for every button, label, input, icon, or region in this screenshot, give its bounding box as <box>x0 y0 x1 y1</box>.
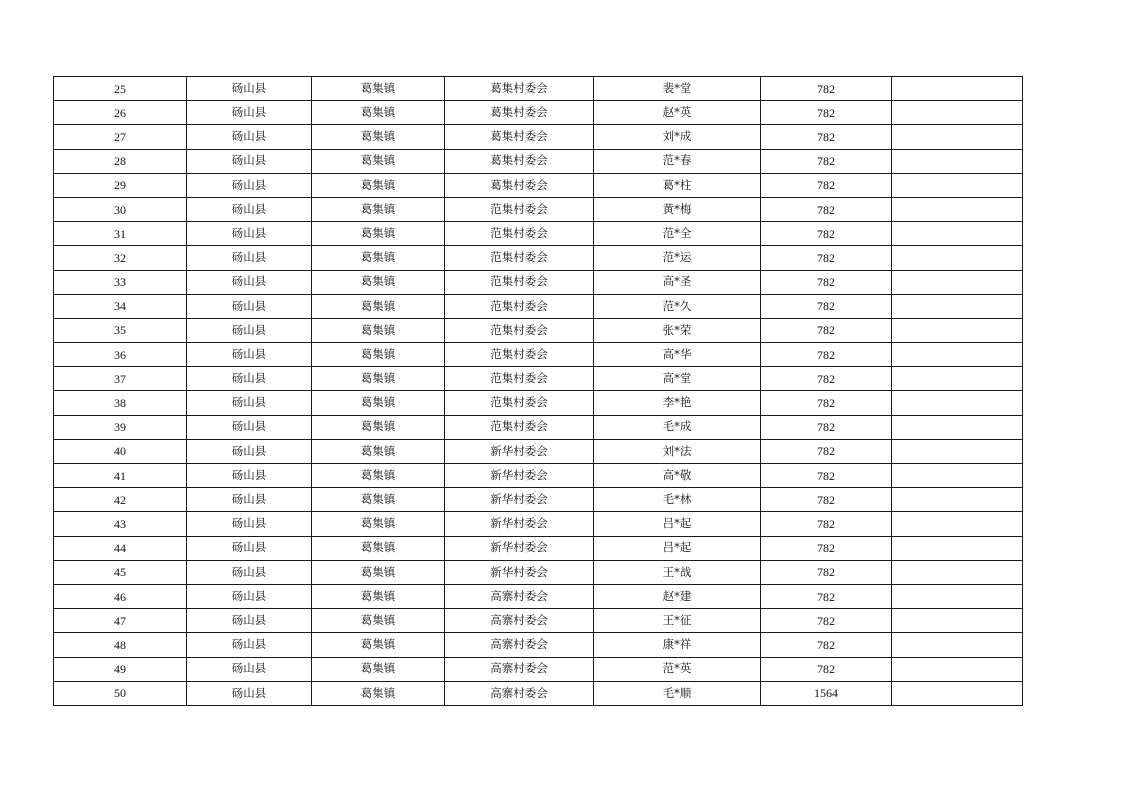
cell-remark <box>892 512 1023 536</box>
cell-amount: 782 <box>761 101 892 125</box>
cell-amount: 782 <box>761 270 892 294</box>
cell-town: 葛集镇 <box>312 609 445 633</box>
cell-serial-number: 48 <box>54 633 187 657</box>
cell-serial-number: 29 <box>54 173 187 197</box>
cell-serial-number: 25 <box>54 77 187 101</box>
cell-village-committee: 范集村委会 <box>445 294 594 318</box>
cell-serial-number: 46 <box>54 584 187 608</box>
cell-recipient-name: 范*全 <box>594 222 761 246</box>
cell-remark <box>892 149 1023 173</box>
table-row <box>54 77 1023 101</box>
cell-town: 葛集镇 <box>312 294 445 318</box>
table-row <box>54 415 1023 439</box>
cell-town: 葛集镇 <box>312 391 445 415</box>
cell-remark <box>892 294 1023 318</box>
cell-village-committee: 范集村委会 <box>445 343 594 367</box>
cell-amount: 782 <box>761 415 892 439</box>
cell-village-committee: 新华村委会 <box>445 560 594 584</box>
cell-serial-number: 36 <box>54 343 187 367</box>
cell-town: 葛集镇 <box>312 173 445 197</box>
cell-recipient-name: 毛*顺 <box>594 681 761 705</box>
cell-town: 葛集镇 <box>312 125 445 149</box>
cell-village-committee: 范集村委会 <box>445 246 594 270</box>
cell-serial-number: 34 <box>54 294 187 318</box>
cell-village-committee: 高寨村委会 <box>445 657 594 681</box>
cell-county: 砀山县 <box>187 318 312 342</box>
cell-recipient-name: 刘*成 <box>594 125 761 149</box>
cell-recipient-name: 毛*成 <box>594 415 761 439</box>
cell-amount: 782 <box>761 391 892 415</box>
table-row <box>54 584 1023 608</box>
table-row <box>54 343 1023 367</box>
table-row <box>54 173 1023 197</box>
cell-village-committee: 新华村委会 <box>445 464 594 488</box>
cell-serial-number: 37 <box>54 367 187 391</box>
cell-amount: 782 <box>761 657 892 681</box>
cell-amount: 782 <box>761 584 892 608</box>
table-row <box>54 294 1023 318</box>
cell-village-committee: 葛集村委会 <box>445 77 594 101</box>
cell-serial-number: 32 <box>54 246 187 270</box>
table-row <box>54 101 1023 125</box>
cell-county: 砀山县 <box>187 173 312 197</box>
cell-county: 砀山县 <box>187 560 312 584</box>
cell-recipient-name: 高*敬 <box>594 464 761 488</box>
cell-town: 葛集镇 <box>312 536 445 560</box>
cell-town: 葛集镇 <box>312 318 445 342</box>
cell-county: 砀山县 <box>187 222 312 246</box>
cell-serial-number: 35 <box>54 318 187 342</box>
cell-recipient-name: 范*英 <box>594 657 761 681</box>
cell-amount: 782 <box>761 536 892 560</box>
cell-amount: 782 <box>761 125 892 149</box>
cell-serial-number: 31 <box>54 222 187 246</box>
cell-remark <box>892 318 1023 342</box>
table-row <box>54 125 1023 149</box>
cell-county: 砀山县 <box>187 488 312 512</box>
cell-recipient-name: 吕*起 <box>594 512 761 536</box>
table-row <box>54 246 1023 270</box>
cell-amount: 782 <box>761 367 892 391</box>
cell-village-committee: 范集村委会 <box>445 415 594 439</box>
cell-remark <box>892 197 1023 221</box>
cell-remark <box>892 270 1023 294</box>
table-row <box>54 560 1023 584</box>
cell-remark <box>892 560 1023 584</box>
cell-amount: 782 <box>761 488 892 512</box>
cell-county: 砀山县 <box>187 125 312 149</box>
cell-serial-number: 30 <box>54 197 187 221</box>
cell-village-committee: 高寨村委会 <box>445 633 594 657</box>
cell-remark <box>892 415 1023 439</box>
table-row <box>54 222 1023 246</box>
cell-village-committee: 高寨村委会 <box>445 681 594 705</box>
cell-remark <box>892 488 1023 512</box>
cell-amount: 782 <box>761 173 892 197</box>
table-row <box>54 657 1023 681</box>
cell-town: 葛集镇 <box>312 246 445 270</box>
cell-recipient-name: 李*艳 <box>594 391 761 415</box>
cell-county: 砀山县 <box>187 657 312 681</box>
cell-remark <box>892 657 1023 681</box>
cell-serial-number: 47 <box>54 609 187 633</box>
cell-county: 砀山县 <box>187 584 312 608</box>
cell-serial-number: 41 <box>54 464 187 488</box>
cell-county: 砀山县 <box>187 681 312 705</box>
cell-recipient-name: 张*荣 <box>594 318 761 342</box>
cell-recipient-name: 范*运 <box>594 246 761 270</box>
table-row <box>54 391 1023 415</box>
cell-recipient-name: 范*久 <box>594 294 761 318</box>
cell-town: 葛集镇 <box>312 488 445 512</box>
table-row <box>54 633 1023 657</box>
cell-county: 砀山县 <box>187 512 312 536</box>
cell-recipient-name: 高*华 <box>594 343 761 367</box>
cell-serial-number: 42 <box>54 488 187 512</box>
cell-recipient-name: 黄*梅 <box>594 197 761 221</box>
cell-remark <box>892 439 1023 463</box>
cell-town: 葛集镇 <box>312 657 445 681</box>
cell-town: 葛集镇 <box>312 512 445 536</box>
table-row <box>54 439 1023 463</box>
cell-serial-number: 39 <box>54 415 187 439</box>
table-row <box>54 464 1023 488</box>
cell-amount: 782 <box>761 294 892 318</box>
cell-amount: 782 <box>761 464 892 488</box>
cell-village-committee: 新华村委会 <box>445 488 594 512</box>
recipient-table <box>53 76 1023 706</box>
cell-county: 砀山县 <box>187 77 312 101</box>
cell-town: 葛集镇 <box>312 149 445 173</box>
cell-recipient-name: 高*圣 <box>594 270 761 294</box>
cell-town: 葛集镇 <box>312 681 445 705</box>
cell-recipient-name: 范*春 <box>594 149 761 173</box>
cell-serial-number: 45 <box>54 560 187 584</box>
cell-village-committee: 葛集村委会 <box>445 149 594 173</box>
table-row <box>54 609 1023 633</box>
cell-village-committee: 葛集村委会 <box>445 101 594 125</box>
cell-remark <box>892 246 1023 270</box>
table-row <box>54 197 1023 221</box>
cell-amount: 782 <box>761 77 892 101</box>
table-row <box>54 367 1023 391</box>
cell-remark <box>892 609 1023 633</box>
cell-village-committee: 范集村委会 <box>445 197 594 221</box>
cell-village-committee: 新华村委会 <box>445 536 594 560</box>
cell-county: 砀山县 <box>187 609 312 633</box>
cell-town: 葛集镇 <box>312 560 445 584</box>
cell-county: 砀山县 <box>187 343 312 367</box>
cell-county: 砀山县 <box>187 294 312 318</box>
cell-county: 砀山县 <box>187 367 312 391</box>
cell-county: 砀山县 <box>187 415 312 439</box>
cell-remark <box>892 125 1023 149</box>
table-row <box>54 681 1023 705</box>
cell-village-committee: 高寨村委会 <box>445 609 594 633</box>
cell-village-committee: 范集村委会 <box>445 270 594 294</box>
cell-county: 砀山县 <box>187 246 312 270</box>
cell-county: 砀山县 <box>187 197 312 221</box>
cell-county: 砀山县 <box>187 391 312 415</box>
cell-town: 葛集镇 <box>312 633 445 657</box>
cell-town: 葛集镇 <box>312 439 445 463</box>
cell-amount: 782 <box>761 560 892 584</box>
cell-amount: 782 <box>761 609 892 633</box>
cell-serial-number: 43 <box>54 512 187 536</box>
cell-serial-number: 38 <box>54 391 187 415</box>
cell-town: 葛集镇 <box>312 222 445 246</box>
cell-amount: 782 <box>761 246 892 270</box>
cell-village-committee: 范集村委会 <box>445 367 594 391</box>
cell-recipient-name: 刘*法 <box>594 439 761 463</box>
cell-recipient-name: 王*征 <box>594 609 761 633</box>
cell-remark <box>892 391 1023 415</box>
cell-county: 砀山县 <box>187 101 312 125</box>
cell-remark <box>892 101 1023 125</box>
table-row <box>54 512 1023 536</box>
cell-remark <box>892 633 1023 657</box>
cell-village-committee: 高寨村委会 <box>445 584 594 608</box>
cell-county: 砀山县 <box>187 536 312 560</box>
cell-recipient-name: 毛*林 <box>594 488 761 512</box>
cell-amount: 782 <box>761 633 892 657</box>
cell-remark <box>892 222 1023 246</box>
cell-town: 葛集镇 <box>312 464 445 488</box>
cell-amount: 1564 <box>761 681 892 705</box>
cell-remark <box>892 173 1023 197</box>
cell-remark <box>892 536 1023 560</box>
cell-serial-number: 49 <box>54 657 187 681</box>
cell-recipient-name: 赵*建 <box>594 584 761 608</box>
cell-village-committee: 范集村委会 <box>445 391 594 415</box>
cell-serial-number: 33 <box>54 270 187 294</box>
table-row <box>54 536 1023 560</box>
cell-county: 砀山县 <box>187 633 312 657</box>
cell-town: 葛集镇 <box>312 415 445 439</box>
cell-town: 葛集镇 <box>312 77 445 101</box>
cell-county: 砀山县 <box>187 149 312 173</box>
cell-serial-number: 28 <box>54 149 187 173</box>
cell-village-committee: 葛集村委会 <box>445 125 594 149</box>
table-row <box>54 149 1023 173</box>
cell-county: 砀山县 <box>187 439 312 463</box>
cell-county: 砀山县 <box>187 270 312 294</box>
cell-recipient-name: 康*祥 <box>594 633 761 657</box>
cell-amount: 782 <box>761 197 892 221</box>
table-body <box>54 77 1023 706</box>
cell-remark <box>892 681 1023 705</box>
cell-village-committee: 新华村委会 <box>445 512 594 536</box>
cell-serial-number: 27 <box>54 125 187 149</box>
table-row <box>54 270 1023 294</box>
cell-town: 葛集镇 <box>312 584 445 608</box>
cell-recipient-name: 吕*起 <box>594 536 761 560</box>
cell-town: 葛集镇 <box>312 270 445 294</box>
cell-county: 砀山县 <box>187 464 312 488</box>
cell-serial-number: 26 <box>54 101 187 125</box>
cell-recipient-name: 高*堂 <box>594 367 761 391</box>
cell-amount: 782 <box>761 149 892 173</box>
cell-remark <box>892 343 1023 367</box>
cell-recipient-name: 王*战 <box>594 560 761 584</box>
cell-village-committee: 新华村委会 <box>445 439 594 463</box>
cell-amount: 782 <box>761 318 892 342</box>
cell-village-committee: 葛集村委会 <box>445 173 594 197</box>
cell-amount: 782 <box>761 512 892 536</box>
cell-serial-number: 40 <box>54 439 187 463</box>
cell-recipient-name: 裴*堂 <box>594 77 761 101</box>
cell-remark <box>892 77 1023 101</box>
cell-amount: 782 <box>761 343 892 367</box>
cell-serial-number: 50 <box>54 681 187 705</box>
cell-town: 葛集镇 <box>312 367 445 391</box>
table-row <box>54 488 1023 512</box>
cell-town: 葛集镇 <box>312 343 445 367</box>
table-row <box>54 318 1023 342</box>
cell-town: 葛集镇 <box>312 197 445 221</box>
cell-town: 葛集镇 <box>312 101 445 125</box>
cell-remark <box>892 584 1023 608</box>
cell-recipient-name: 葛*柱 <box>594 173 761 197</box>
cell-village-committee: 范集村委会 <box>445 222 594 246</box>
cell-amount: 782 <box>761 439 892 463</box>
cell-remark <box>892 367 1023 391</box>
cell-amount: 782 <box>761 222 892 246</box>
cell-remark <box>892 464 1023 488</box>
cell-recipient-name: 赵*英 <box>594 101 761 125</box>
cell-village-committee: 范集村委会 <box>445 318 594 342</box>
cell-serial-number: 44 <box>54 536 187 560</box>
